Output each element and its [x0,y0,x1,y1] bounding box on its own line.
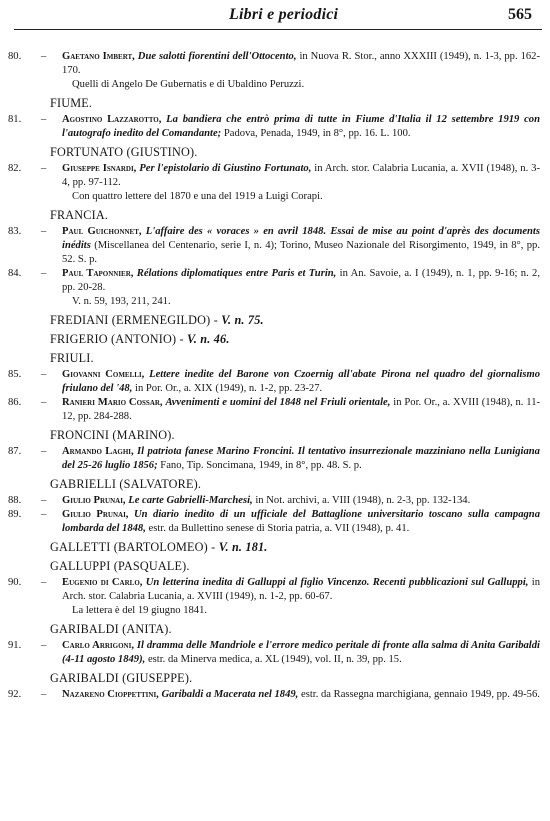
entry-dash: – [41,369,47,380]
entry-dash: – [41,640,47,651]
entry-author: Carlo Arrigoni, [62,640,134,651]
entry-author: Armando Laghi, [62,446,134,457]
entry-title: Avvenimenti e uomini del 1848 nel Friuli orientale, [165,397,391,408]
entry-citation [62,688,540,702]
entry-citation [62,396,540,424]
section-heading-text: FRIULI. [50,351,94,365]
entry-citation [62,50,540,78]
entry-publication: in Nuova R. Stor., anno XXXIII (1949), n. 1-3, pp. 162-170. [62,51,541,76]
entry-title: Rélations diplomatiques entre Paris et Turin, [136,268,337,279]
entry-publication: (Miscellanea del Centenario, serie I, n. 4); Torino, Museo Nazionale del Risorgimento, 1949, in 8°, pp. 52. S. p. [62,240,540,265]
entry-title: Lettere inedite del Barone von Czoernig all'abate Pirona nel quadro del giornalismo friulano del '48, [62,369,540,394]
entry-citation [62,508,540,536]
entry-number: 88. [8,495,22,506]
bibliography-entry [0,576,550,618]
entry-author: Giuseppe Isnardi, [62,163,137,174]
section-heading-text: GARIBALDI (ANITA). [50,622,172,636]
entry-note: Con quattro lettere del 1870 e una del 1919 a Luigi Corapi. [72,191,323,202]
section-heading [0,539,550,555]
entry-title: Un letterina inedita di Galluppi al figlio Vincenzo. Recenti pubblicazioni sul Galluppi, [145,577,529,588]
entry-dash: – [41,226,47,237]
bibliography-entry [0,50,550,92]
entry-author: Giulio Prunai, [62,495,126,506]
bibliography-entry [0,368,550,396]
section-heading [0,144,550,160]
entry-dash: – [41,495,47,506]
section-heading-text: GARIBALDI (GIUSEPPE). [50,671,193,685]
entry-publication: estr. da Bullettino senese di Storia patria, a. VII (1948), p. 41. [148,523,410,534]
page-header [0,0,550,28]
entry-citation [62,639,540,667]
entry-author: Paul Taponnier, [62,268,134,279]
entry-author: Gaetano Imbert, [62,51,135,62]
entry-publication: in An. Savoie, a. I (1949), n. 1, pp. 9-16; n. 2, pp. 20-28. [62,268,541,293]
entry-note: Quelli di Angelo De Gubernatis e di Ubaldino Peruzzi. [72,79,305,90]
bibliography-entry [0,267,550,309]
entry-author: Paul Guichonnet, [62,226,142,237]
entry-citation [62,368,540,396]
entry-dash: – [41,268,47,279]
entry-title: Garibaldi a Macerata nel 1849, [161,689,299,700]
entry-citation [62,225,540,267]
entry-number: 89. [8,509,22,520]
entry-publication: in Por. Or., a. XVIII (1948), n. 11-12, pp. 284-288. [62,397,541,422]
entry-title: Due salotti fiorentini dell'Ottocento, [137,51,297,62]
entry-note: La lettera è del 19 giugno 1841. [72,605,208,616]
entry-publication: Fano, Tip. Soncimana, 1949, in 8°, pp. 48. S. p. [160,460,362,471]
entry-publication: estr. da Rassegna marchigiana, gennaio 1949, pp. 49-56. [301,689,540,700]
entry-dash: – [41,446,47,457]
entry-number: 90. [8,577,22,588]
cross-reference: V. n. 181. [218,540,268,554]
section-heading [0,331,550,347]
page-number: 565 [508,6,532,23]
bibliography-entry [0,396,550,424]
section-heading-text: FORTUNATO (GIUSTINO). [50,145,198,159]
entry-number: 82. [8,163,22,174]
entry-author: Nazareno Cioppettini, [62,689,159,700]
entry-dash: – [41,577,47,588]
entry-number: 84. [8,268,22,279]
section-heading [0,207,550,223]
bibliography-entry [0,494,550,508]
entry-citation [62,445,540,473]
entry-citation [62,113,540,141]
entry-publication: estr. da Minerva medica, a. XL (1949), vol. II, n. 39, pp. 15. [147,654,402,665]
bibliography-entry [0,225,550,267]
entry-citation [62,494,540,508]
entry-title: Le carte Gabrielli-Marchesi, [128,495,253,506]
entry-author: Eugenio di Carlo, [62,577,143,588]
entry-number: 85. [8,369,22,380]
section-heading [0,670,550,686]
bibliography-entry [0,445,550,473]
entry-number: 80. [8,51,22,62]
entry-citation [62,576,540,604]
entry-title: Il patriota fanese Marino Froncini. Il tentativo insurrezionale mazziniano nella Lunigiana del 25-26 luglio 1856; [62,446,540,471]
section-heading-text: GALLETTI (BARTOLOMEO) - [50,540,219,554]
section-heading-text: FREDIANI (ERMENEGILDO) - [50,313,222,327]
entry-number: 91. [8,640,22,651]
entry-dash: – [41,114,47,125]
section-heading-text: GALLUPPI (PASQUALE). [50,559,190,573]
section-heading-text: GABRIELLI (SALVATORE). [50,477,202,491]
entry-title: L'affaire des « voraces » en avril 1848. Essai de mise au point d'après des documents inédits [62,226,540,251]
entry-number: 83. [8,226,22,237]
entry-author: Agostino Lazzarotto, [62,114,162,125]
entry-dash: – [41,163,47,174]
entry-title: Per l'epistolario di Giustino Fortunato, [139,163,312,174]
bibliography-list [0,50,550,702]
entry-publication: in Arch. stor. Calabria Lucania, a. XVIII (1949), n. 1-2, pp. 60-67. [62,577,540,602]
entry-publication: in Arch. stor. Calabria Lucania, a. XVII (1948), n. 3-4, pp. 97-112. [62,163,540,188]
bibliography-entry [0,162,550,204]
entry-author: Giovanni Comelli, [62,369,145,380]
entry-title: Il dramma delle Mandriole e l'errore medico peritale di fronte alla salma di Anita Garibaldi (4-11 agosto 1849), [62,640,540,665]
section-heading-text: FRIGERIO (ANTONIO) - [50,332,188,346]
entry-publication: in Not. archivi, a. VIII (1948), n. 2-3, pp. 132-134. [255,495,471,506]
bibliography-entry [0,639,550,667]
entry-dash: – [41,397,47,408]
running-title: Libri e periodici [229,6,339,23]
entry-number: 81. [8,114,22,125]
entry-number: 86. [8,397,22,408]
cross-reference: V. n. 75. [221,313,264,327]
cross-reference: V. n. 46. [187,332,230,346]
entry-number: 87. [8,446,22,457]
entry-title: La bandiera che entrò prima di tutte in Fiume d'Italia il 12 settembre 1919 con l'autografo inedito del Comandante; [62,114,540,139]
section-heading-text: FRANCIA. [50,208,109,222]
section-heading-text: FRONCINI (MARINO). [50,428,175,442]
entry-dash: – [41,509,47,520]
section-heading [0,312,550,328]
bibliography-entry [0,113,550,141]
bibliography-entry [0,688,550,702]
entry-dash: – [41,689,47,700]
entry-publication: in Por. Or., a. XIX (1949), n. 1-2, pp. 23-27. [135,383,323,394]
entry-publication: Padova, Penada, 1949, in 8°, pp. 16. L. 100. [223,128,411,139]
section-heading [0,621,550,637]
entry-note: V. n. 59, 193, 211, 241. [72,296,171,307]
header-rule [14,29,542,30]
entry-citation [62,162,540,190]
entry-author: Ranieri Mario Cossar, [62,397,163,408]
entry-author: Giulio Prunai, [62,509,129,520]
section-heading [0,558,550,574]
section-heading [0,95,550,111]
section-heading-text: FIUME. [50,96,93,110]
entry-title: Un diario inedito di un ufficiale del Battaglione universitario toscano sulla campagna lombarda del 1848, [62,509,540,534]
bibliography-entry [0,508,550,536]
entry-citation [62,267,540,295]
section-heading [0,427,550,443]
section-heading [0,476,550,492]
section-heading [0,350,550,366]
entry-dash: – [41,51,47,62]
entry-number: 92. [8,689,22,700]
